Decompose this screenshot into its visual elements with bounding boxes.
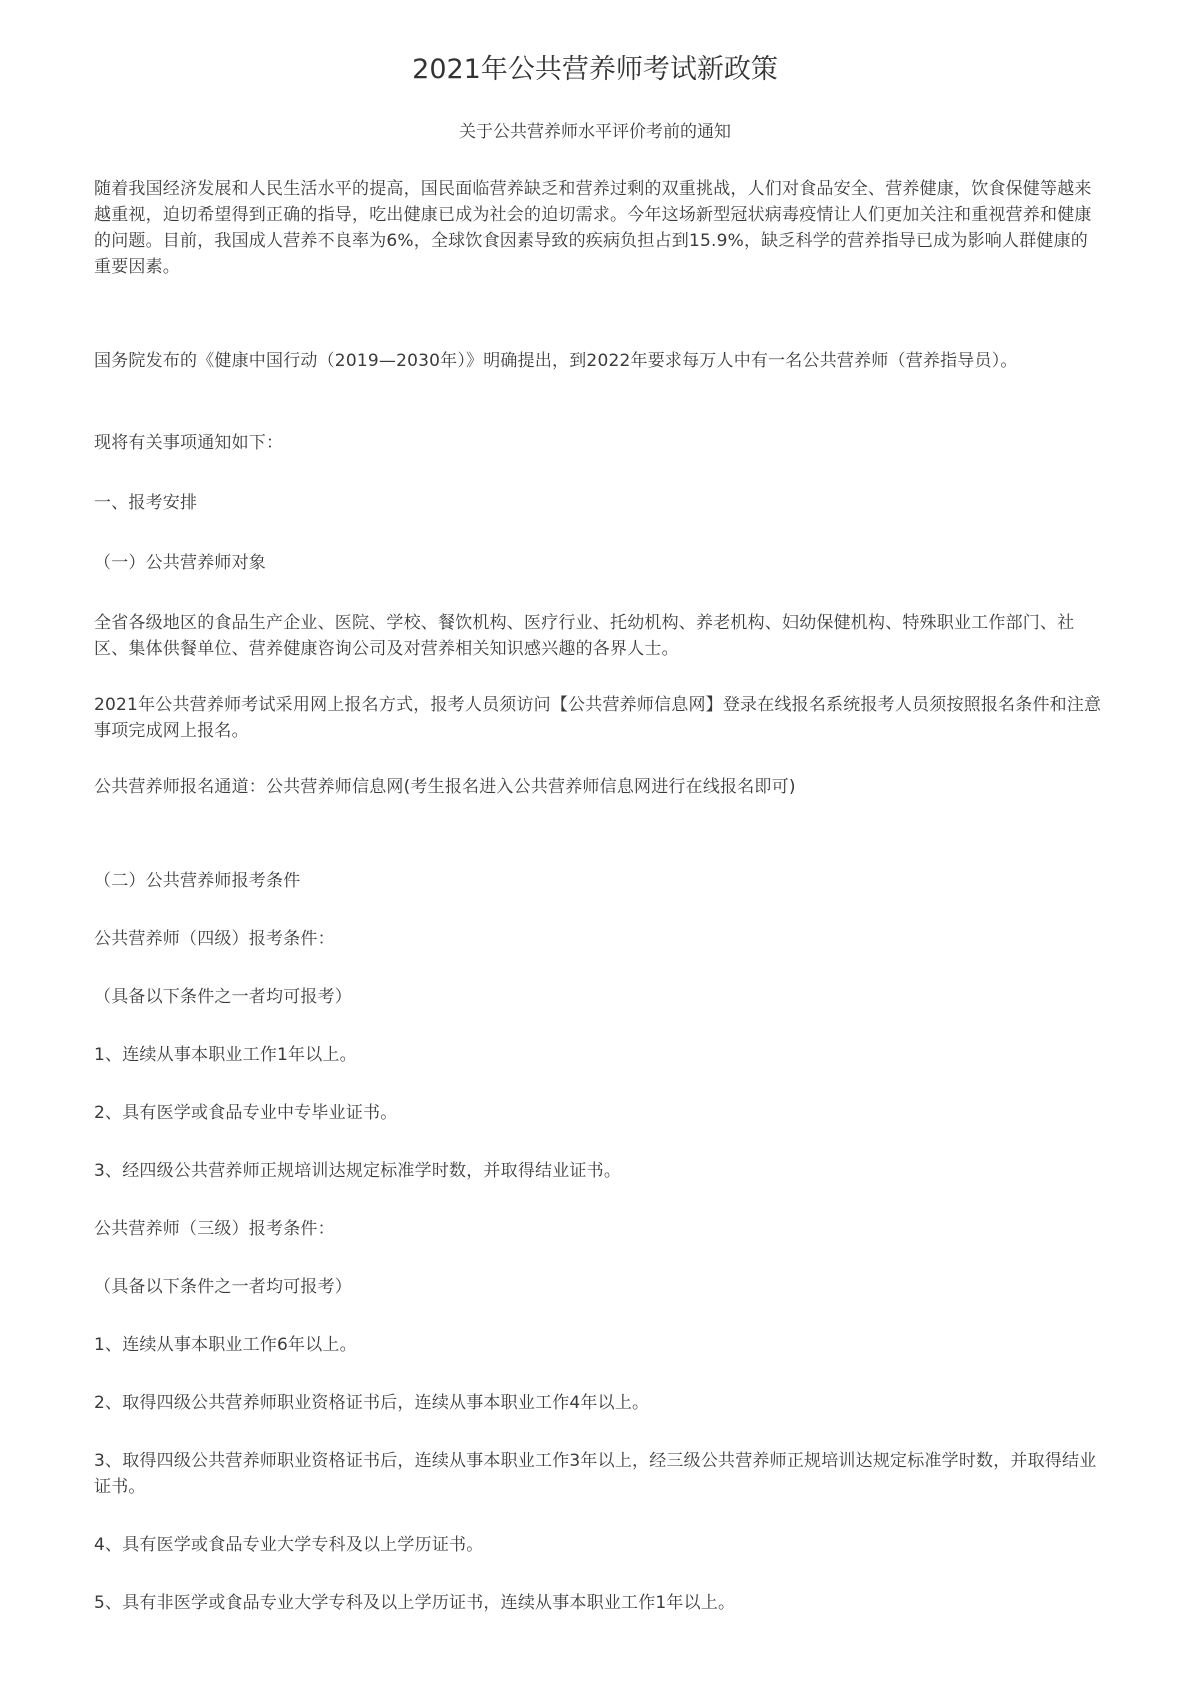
- level4-condition-item: 1、连续从事本职业工作1年以上。: [94, 1045, 357, 1065]
- level4-conditions-note: （具备以下条件之一者均可报考）: [94, 987, 352, 1007]
- level3-condition-item: 3、取得四级公共营养师职业资格证书后，连续从事本职业工作3年以上，经三级公共营养师正规培训达规定标准学时数，并取得结业证书。: [94, 1451, 1097, 1497]
- subsection-heading-conditions: （二）公共营养师报考条件: [94, 871, 301, 891]
- level4-condition-item: 3、经四级公共营养师正规培训达规定标准学时数，并取得结业证书。: [94, 1161, 622, 1181]
- level3-conditions-heading: 公共营养师（三级）报考条件：: [94, 1219, 335, 1239]
- paragraph-online-registration: 2021年公共营养师考试采用网上报名方式，报考人员须访问【公共营养师信息网】登录在线报名系统报考人员须按照报名条件和注意事项完成网上报名。: [94, 695, 1102, 741]
- level3-condition-item: 1、连续从事本职业工作6年以上。: [94, 1335, 357, 1355]
- level4-conditions-heading: 公共营养师（四级）报考条件：: [94, 929, 335, 949]
- document-subtitle: 关于公共营养师水平评价考前的通知: [459, 122, 731, 142]
- level3-condition-item: 2、取得四级公共营养师职业资格证书后，连续从事本职业工作4年以上。: [94, 1393, 650, 1413]
- document-title: 2021年公共营养师考试新政策: [412, 54, 778, 85]
- paragraph-target-audience: 全省各级地区的食品生产企业、医院、学校、餐饮机构、医疗行业、托幼机构、养老机构、妇幼保健机构、特殊职业工作部门、社区、集体供餐单位、营养健康咨询公司及对营养相关知识感兴趣的各界人士。: [94, 613, 1075, 659]
- paragraph-intro: 随着我国经济发展和人民生活水平的提高，国民面临营养缺乏和营养过剩的双重挑战，人们对食品安全、营养健康，饮食保健等越来越重视，迫切希望得到正确的指导，吃出健康已成为社会的迫切需求。今年这场新型冠状病毒疫情让人们更加关注和重视营养和健康的问题。目前，我国成人营养不良率为6%，全球饮食因素导致的疾病负担占到15.9%，缺乏科学的营养指导已成为影响人群健康的重要因素。: [94, 179, 1092, 277]
- level3-condition-item: 4、具有医学或食品专业大学专科及以上学历证书。: [94, 1535, 484, 1555]
- subsection-heading-target: （一）公共营养师对象: [94, 553, 266, 573]
- level3-conditions-note: （具备以下条件之一者均可报考）: [94, 1277, 352, 1297]
- level4-condition-item: 2、具有医学或食品专业中专毕业证书。: [94, 1103, 398, 1123]
- paragraph-notice: 现将有关事项通知如下：: [94, 433, 284, 453]
- level3-condition-item: 5、具有非医学或食品专业大学专科及以上学历证书，连续从事本职业工作1年以上。: [94, 1593, 736, 1613]
- section-heading-registration: 一、报考安排: [94, 493, 198, 513]
- paragraph-registration-channel: 公共营养师报名通道：公共营养师信息网(考生报名进入公共营养师信息网进行在线报名即可): [94, 777, 796, 797]
- paragraph-policy: 国务院发布的《健康中国行动（2019—2030年）》明确提出，到2022年要求每万人中有一名公共营养师（营养指导员）。: [94, 351, 1018, 371]
